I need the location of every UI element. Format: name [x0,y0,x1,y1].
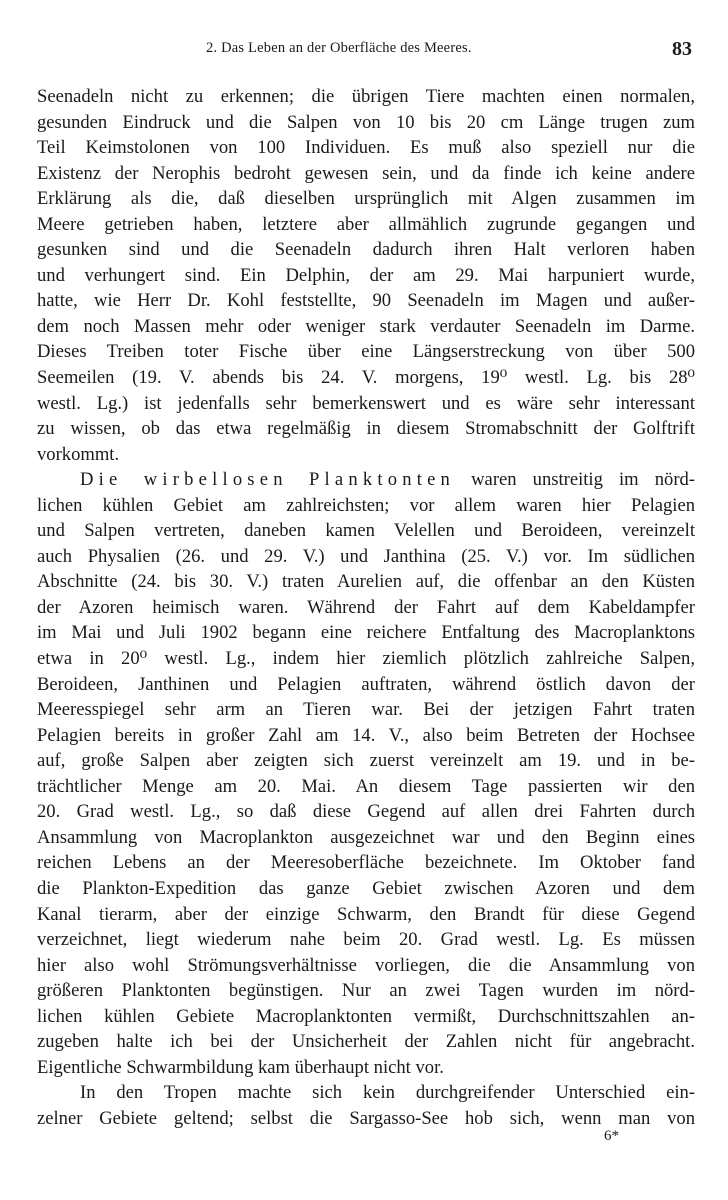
text-line: etwa in 20⁰ westl. Lg., indem hier ziemlich plötzlich zahlreiche Salpen, [37,648,695,670]
running-head: 2. Das Leben an der Oberfläche des Meeres. [206,40,472,56]
text-line: gesunken sind und die Seenadeln dadurch ihren Halt verloren haben [37,239,695,261]
paragraph-1 [37,84,695,467]
text-line: dem noch Massen mehr oder weniger stark verdauter Seenadeln im Darme. [37,315,695,337]
paragraph-3 [37,1080,695,1131]
text-line: 20. Grad westl. Lg., so daß diese Gegend auf allen drei Fahrten durch [37,801,695,823]
text-line: auf, große Salpen aber zeigten sich zuerst vereinzelt am 19. und in be- [37,750,695,772]
text-line: Kanal tierarm, aber der einzige Schwarm, den Brandt für diese Gegend [37,903,695,925]
text-line: zu wissen, ob das etwa regelmäßig in diesem Stromabschnitt der Golftrift [37,418,695,440]
text-line: Erklärung als die, daß dieselben ursprünglich mit Algen zusammen im [37,188,695,210]
text-line: lichen kühlen Gebiet am zahlreichsten; vor allem waren hier Pelagien [37,494,695,516]
text-line: Meeresspiegel sehr arm an Tieren war. Bei der jetzigen Fahrt traten [37,699,695,721]
page-number: 83 [672,38,692,60]
text-line: gesunden Eindruck und die Salpen von 10 bis 20 cm Länge trugen zum [37,111,695,133]
body-text [37,84,695,1131]
lead-line-rest: waren unstreitig im nörd- [455,469,695,491]
text-line: und Salpen vertreten, daneben kamen Velellen und Beroideen, vereinzelt [37,520,695,542]
text-line: vorkommt. [37,443,120,465]
text-line: zelner Gebiete geltend; selbst die Sargasso-See hob sich, wenn man von [37,1107,695,1129]
text-line: westl. Lg.) ist jedenfalls sehr bemerkenswert und es wäre sehr interessant [37,392,695,414]
text-line: Seenadeln nicht zu erkennen; die übrigen Tiere machten einen normalen, [37,86,695,107]
text-line: und verhungert sind. Ein Delphin, der am 29. Mai harpuniert wurde, [37,264,695,286]
text-line: trächtlicher Menge am 20. Mai. An diesem Tage passierten wir den [37,775,695,797]
text-line: Beroideen, Janthinen und Pelagien auftraten, während östlich davon der [37,673,695,695]
text-line: Meere getrieben haben, letztere aber allmählich zugrunde gegangen und [37,213,695,235]
text-line: verzeichnet, liegt wiederum nahe beim 20. Grad westl. Lg. Es müssen [37,929,695,951]
paragraph-2 [37,467,695,1080]
text-line: Dieses Treiben toter Fische über eine Längserstreckung von über 500 [37,341,695,363]
text-line: im Mai und Juli 1902 begann eine reichere Entfaltung des Macroplanktons [37,622,695,644]
text-line: die Plankton-Expedition das ganze Gebiet zwischen Azoren und dem [37,877,695,899]
text-line: Pelagien bereits in großer Zahl am 14. V., also beim Betreten der Hochsee [37,724,695,746]
text-line: zugeben halte ich bei der Unsicherheit der Zahlen nicht für angebracht. [37,1031,695,1053]
spaced-lead-term: Die wirbellosen Planktonten [80,469,456,491]
text-line: lichen kühlen Gebiete Macroplanktonten vermißt, Durchschnittszahlen an- [37,1005,695,1027]
text-line: Abschnitte (24. bis 30. V.) traten Aurelien auf, die offenbar an den Küsten [37,571,695,593]
text-line: In den Tropen machte sich kein durchgreifender Unterschied ein- [80,1082,695,1104]
paragraph-lead-line [37,467,695,493]
text-line: hatte, wie Herr Dr. Kohl feststellte, 90 Seenadeln im Magen und außer- [37,290,695,312]
text-line: der Azoren heimisch waren. Während der Fahrt auf dem Kabeldampfer [37,596,695,618]
text-line: Seemeilen (19. V. abends bis 24. V. morgens, 19⁰ westl. Lg. bis 28⁰ [37,367,695,389]
text-line: Teil Keimstolonen von 100 Individuen. Es muß also speziell nur die [37,137,695,159]
text-line: auch Physalien (26. und 29. V.) und Janthina (25. V.) vor. Im südlichen [37,545,695,567]
signature-mark: 6* [604,1128,619,1144]
text-line: reichen Lebens an der Meeresoberfläche bezeichnete. Im Oktober fand [37,852,695,874]
text-line: größeren Planktonten begünstigen. Nur an zwei Tagen wurden im nörd- [37,980,695,1002]
text-line: Ansammlung von Macroplankton ausgezeichnet war und den Beginn eines [37,826,695,848]
text-line: Eigentliche Schwarmbildung kam überhaupt nicht vor. [37,1056,444,1078]
text-line: hier also wohl Strömungsverhältnisse vorliegen, die die Ansammlung von [37,954,695,976]
text-line: Existenz der Nerophis bedroht gewesen sein, und da finde ich keine andere [37,162,695,184]
